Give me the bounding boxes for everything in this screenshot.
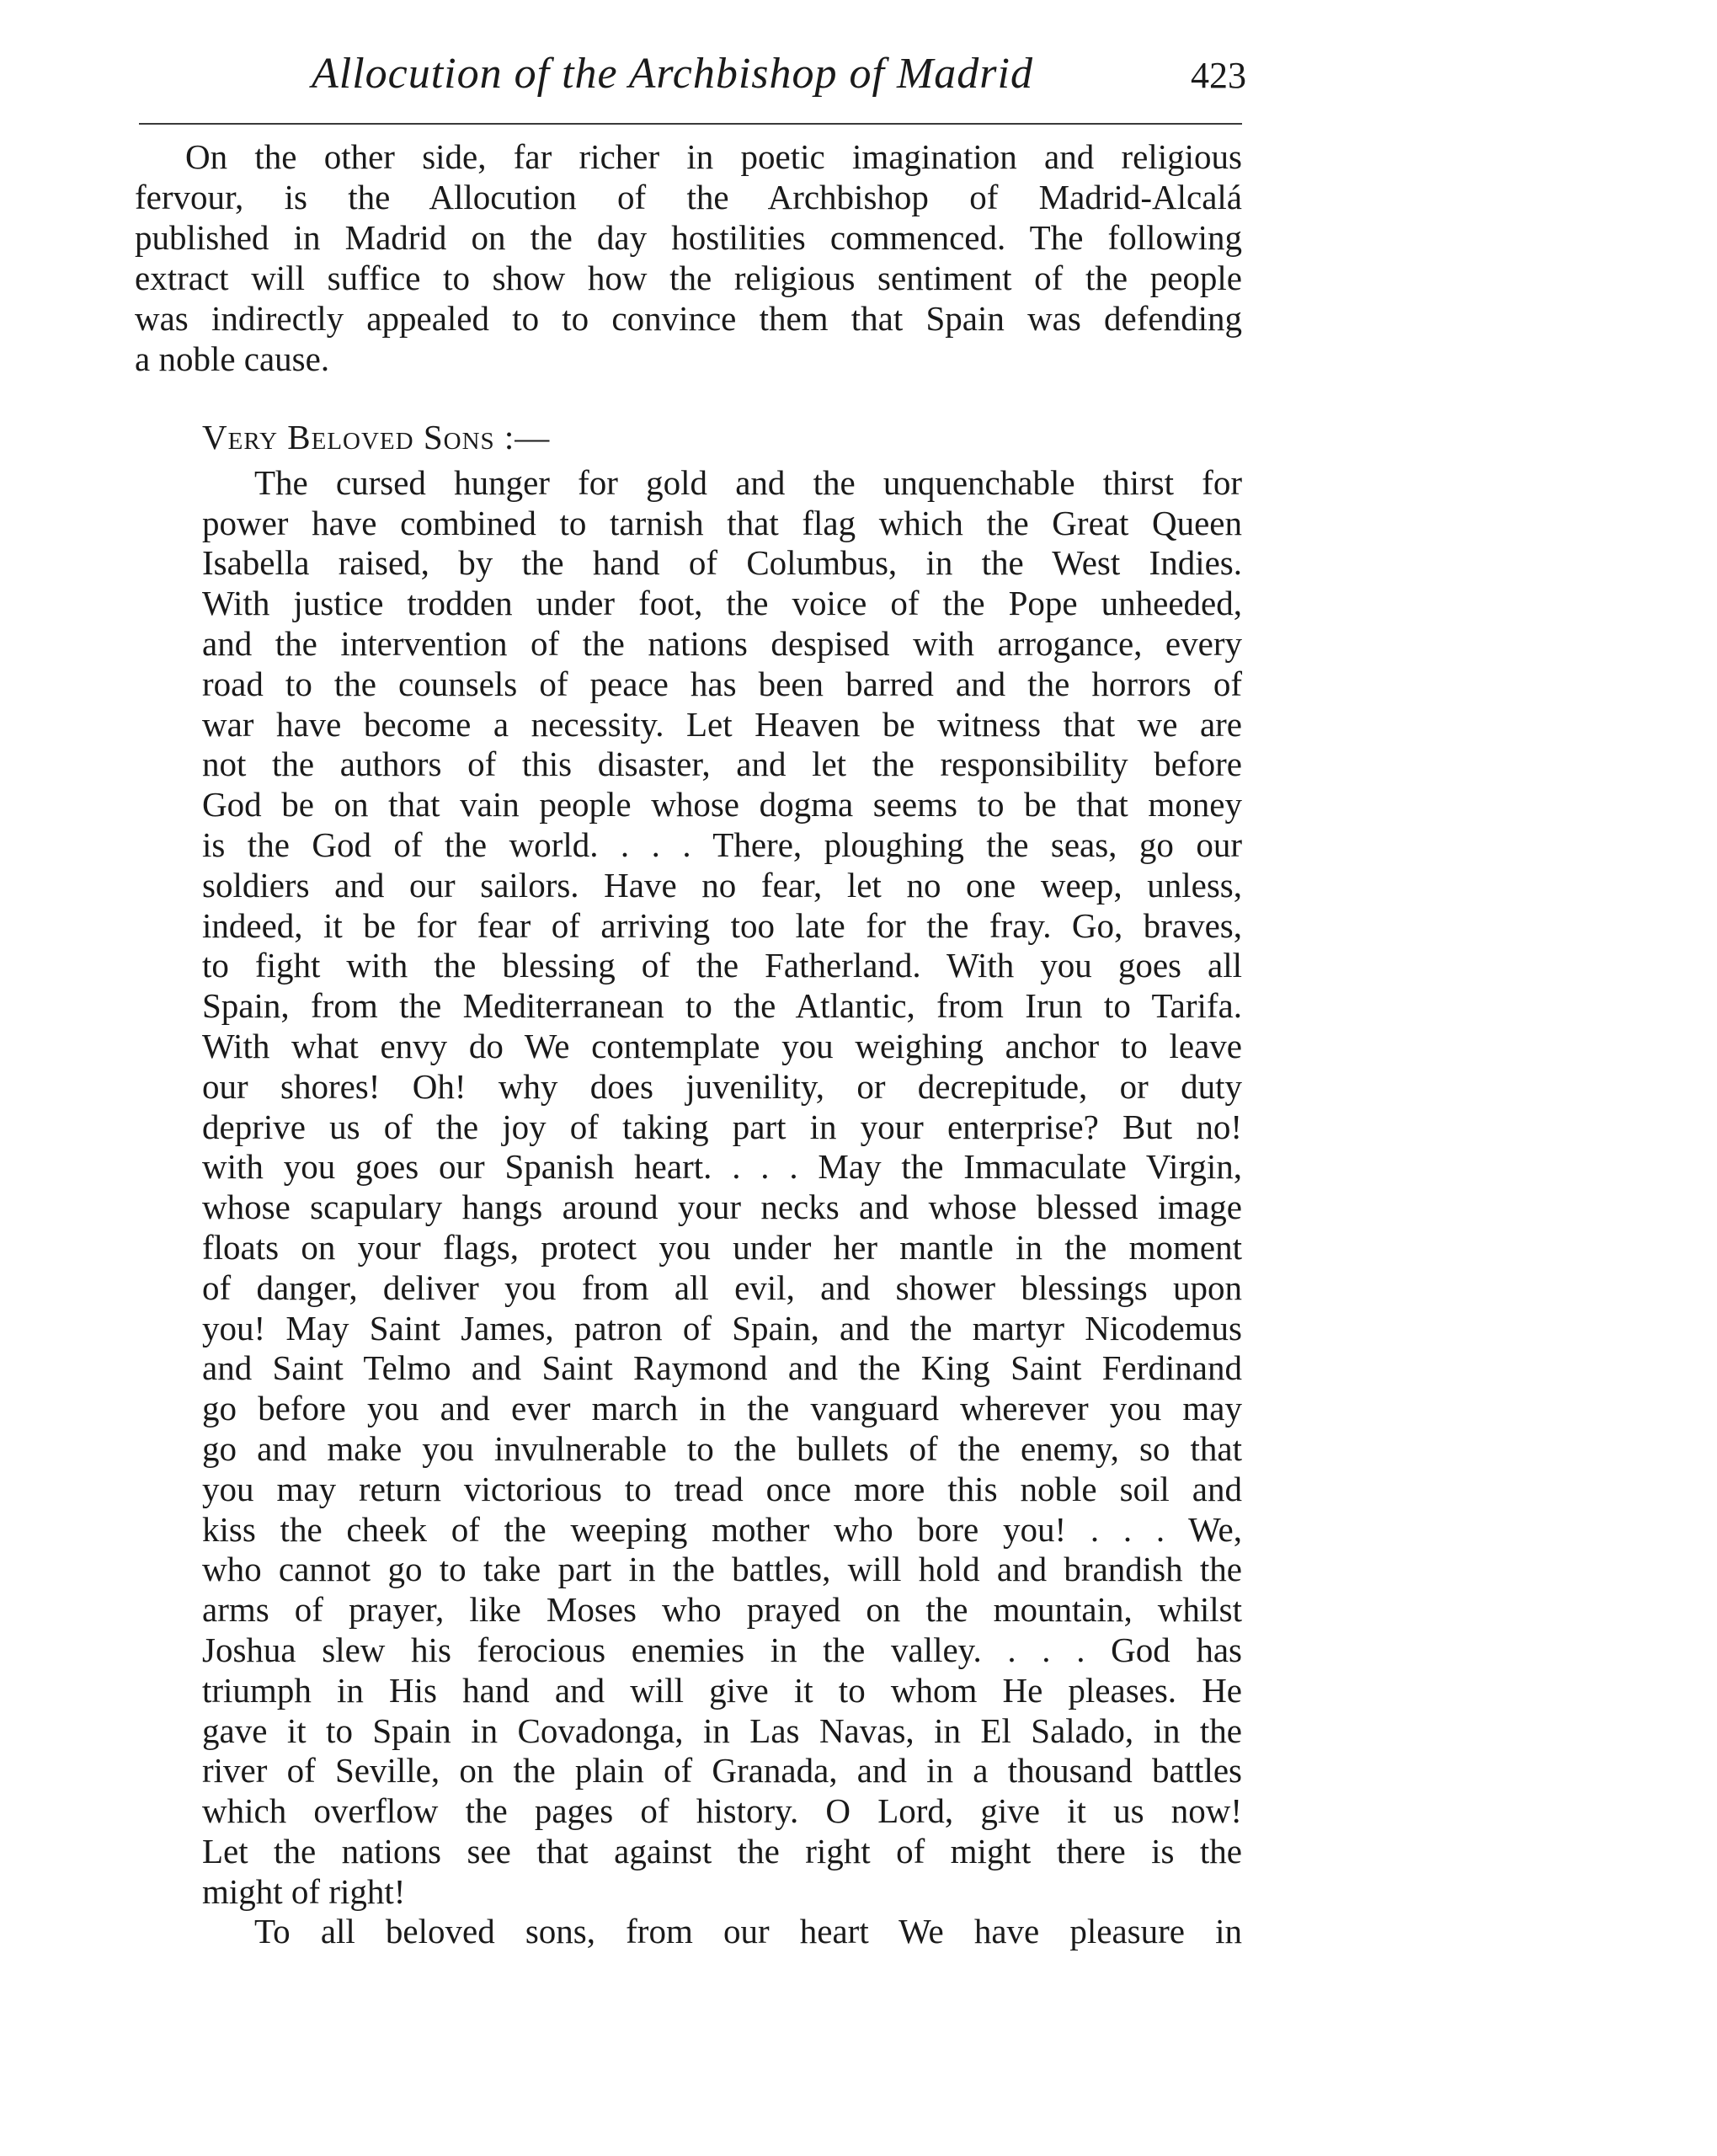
letter-line: The cursed hunger for gold and the unquenchable thirst for: [254, 462, 1242, 502]
intro-line: a noble cause.: [135, 339, 330, 378]
letter-line: river of Seville, on the plain of Granada, and in a thousand battles: [202, 1751, 1242, 1790]
letter-line: you may return victorious to tread once more this noble soil and: [202, 1469, 1242, 1508]
letter-line: soldiers and our sailors. Have no fear, let no one weep, unless,: [202, 865, 1242, 905]
letter-line: is the God of the world. . . . There, ploughing the seas, go our: [202, 825, 1242, 864]
letter-line: God be on that vain people whose dogma seems to be that money: [202, 785, 1242, 825]
letter-line: arms of prayer, like Moses who prayed on the mountain, whilst: [202, 1590, 1242, 1630]
letter-line: who cannot go to take part in the battles, will hold and brandish the: [202, 1550, 1242, 1589]
page-header: [135, 49, 1246, 116]
letter-line: With what envy do We contemplate you weighing anchor to leave: [202, 1026, 1242, 1065]
letter-line: might of right!: [202, 1871, 406, 1911]
letter-line: indeed, it be for fear of arriving too late for the fray. Go, braves,: [202, 905, 1242, 945]
letter-line: go before you and ever march in the vanguard wherever you may: [202, 1389, 1242, 1428]
letter-line: Spain, from the Mediterranean to the Atlantic, from Irun to Tarifa.: [202, 986, 1242, 1026]
letter-line: power have combined to tarnish that flag which the Great Queen: [202, 503, 1242, 542]
letter-line: to fight with the blessing of the Fatherland. With you goes all: [202, 946, 1242, 985]
salutation: Very Beloved Sons :—: [202, 418, 551, 456]
letter-line: and Saint Telmo and Saint Raymond and the King Saint Ferdinand: [202, 1348, 1242, 1388]
letter-line: Let the nations see that against the right of might there is the: [202, 1831, 1242, 1870]
letter-line: war have become a necessity. Let Heaven be witness that we are: [202, 704, 1242, 744]
running-title: Allocution of the Archbishop of Madrid: [312, 50, 1033, 98]
quoted-allocution: [202, 418, 1242, 1952]
intro-line: fervour, is the Allocution of the Archbishop of Madrid-Alcalá: [135, 178, 1242, 216]
intro-line: extract will suffice to show how the religious sentiment of the people: [135, 259, 1242, 297]
letter-line: kiss the cheek of the weeping mother who bore you! . . . We,: [202, 1509, 1242, 1549]
letter-line: which overflow the pages of history. O Lord, give it us now!: [202, 1791, 1242, 1831]
letter-line: gave it to Spain in Covadonga, in Las Navas, in El Salado, in the: [202, 1710, 1242, 1750]
letter-line: and the intervention of the nations despised with arrogance, every: [202, 623, 1242, 663]
letter-line: with you goes our Spanish heart. . . . May the Immaculate Virgin,: [202, 1147, 1242, 1187]
letter-line: our shores! Oh! why does juvenility, or decrepitude, or duty: [202, 1066, 1242, 1106]
letter-line: triumph in His hand and will give it to whom He pleases. He: [202, 1670, 1242, 1710]
letter-line: you! May Saint James, patron of Spain, and the martyr Nicodemus: [202, 1308, 1242, 1348]
intro-line: On the other side, far richer in poetic imagination and religious: [185, 137, 1242, 176]
header-rule: [139, 123, 1242, 125]
letter-line: With justice trodden under foot, the voice of the Pope unheeded,: [202, 584, 1242, 623]
letter-line: not the authors of this disaster, and let the responsibility before: [202, 744, 1242, 784]
letter-line: go and make you invulnerable to the bullets of the enemy, so that: [202, 1428, 1242, 1468]
letter-line: deprive us of the joy of taking part in your enterprise? But no!: [202, 1107, 1242, 1146]
letter-line: To all beloved sons, from our heart We have pleasure in: [254, 1912, 1242, 1951]
intro-line: was indirectly appealed to to convince them that Spain was defending: [135, 299, 1242, 338]
intro-line: published in Madrid on the day hostilities commenced. The following: [135, 218, 1242, 257]
letter-line: Isabella raised, by the hand of Columbus, in the West Indies.: [202, 543, 1242, 583]
letter-line: floats on your flags, protect you under her mantle in the moment: [202, 1227, 1242, 1267]
letter-line: road to the counsels of peace has been barred and the horrors of: [202, 664, 1242, 703]
intro-paragraph: [135, 136, 1242, 379]
letter-line: whose scapulary hangs around your necks and whose blessed image: [202, 1187, 1242, 1227]
page-number: 423: [1191, 55, 1246, 96]
letter-line: of danger, deliver you from all evil, and shower blessings upon: [202, 1267, 1242, 1307]
letter-line: Joshua slew his ferocious enemies in the valley. . . . God has: [202, 1630, 1242, 1669]
